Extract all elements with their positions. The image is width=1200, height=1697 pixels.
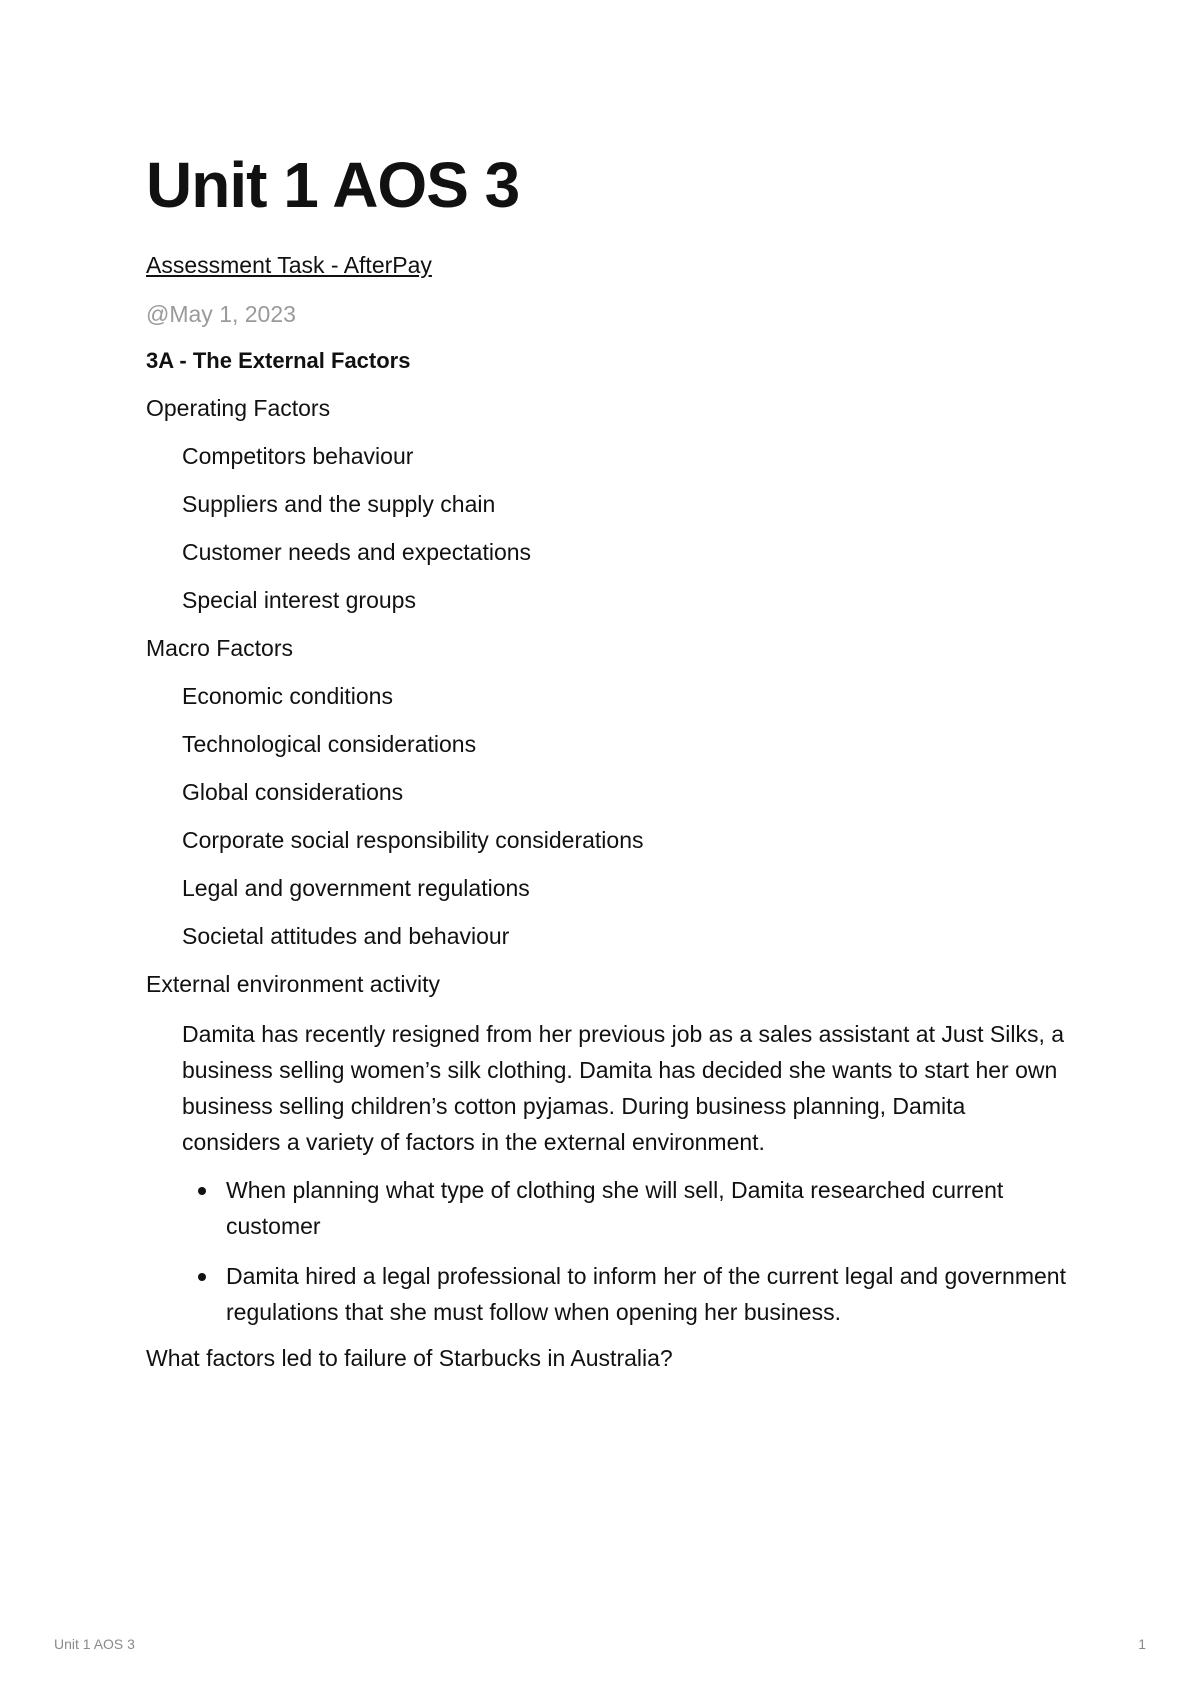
activity-label: External environment activity [146, 971, 441, 997]
bullet-item [182, 1258, 1066, 1330]
page-number: 1 [1138, 1636, 1146, 1652]
list-item: Economic conditions [182, 683, 393, 709]
list-item: Technological considerations [182, 731, 477, 757]
bullet-text: When planning what type of clothing she will sell, Damita researched current customer [226, 1177, 1004, 1239]
bullet-dot-icon [198, 1187, 206, 1195]
list-item: Corporate social responsibility considerations [182, 827, 644, 853]
activity-paragraph: Damita has recently resigned from her previous job as a sales assistant at Just Silks, a business selling women’s silk clothing. Damita has decided she wants to start her own business selling children’s cotton pyjamas. During business planning, Damita considers a variety of factors in the external environment. [182, 1021, 1065, 1155]
question-text: What factors led to failure of Starbucks in Australia? [146, 1345, 673, 1371]
operating-factors-list [146, 442, 1066, 614]
macro-factors-list [146, 682, 1066, 950]
list-item: Customer needs and expectations [182, 539, 532, 565]
list-item: Societal attitudes and behaviour [182, 923, 510, 949]
date-mention: @May 1, 2023 [146, 301, 296, 327]
list-item: Competitors behaviour [182, 443, 414, 469]
list-item: Suppliers and the supply chain [182, 491, 496, 517]
footer-title: Unit 1 AOS 3 [54, 1636, 135, 1652]
page-title: Unit 1 AOS 3 [146, 149, 520, 221]
operating-factors-label: Operating Factors [146, 395, 331, 421]
bullet-item [182, 1172, 1066, 1244]
assessment-task-link[interactable]: Assessment Task - AfterPay [146, 252, 432, 278]
list-item: Special interest groups [182, 587, 416, 613]
bullet-dot-icon [198, 1273, 206, 1281]
activity-bullets [146, 1172, 1066, 1330]
bullet-text: Damita hired a legal professional to inform her of the current legal and government regulations that she must follow when opening her business. [226, 1263, 1066, 1325]
document-content [146, 150, 1066, 1372]
list-item: Global considerations [182, 779, 404, 805]
page-footer [54, 1636, 1146, 1652]
list-item: Legal and government regulations [182, 875, 530, 901]
section-heading: 3A - The External Factors [146, 348, 411, 373]
macro-factors-label: Macro Factors [146, 635, 293, 661]
